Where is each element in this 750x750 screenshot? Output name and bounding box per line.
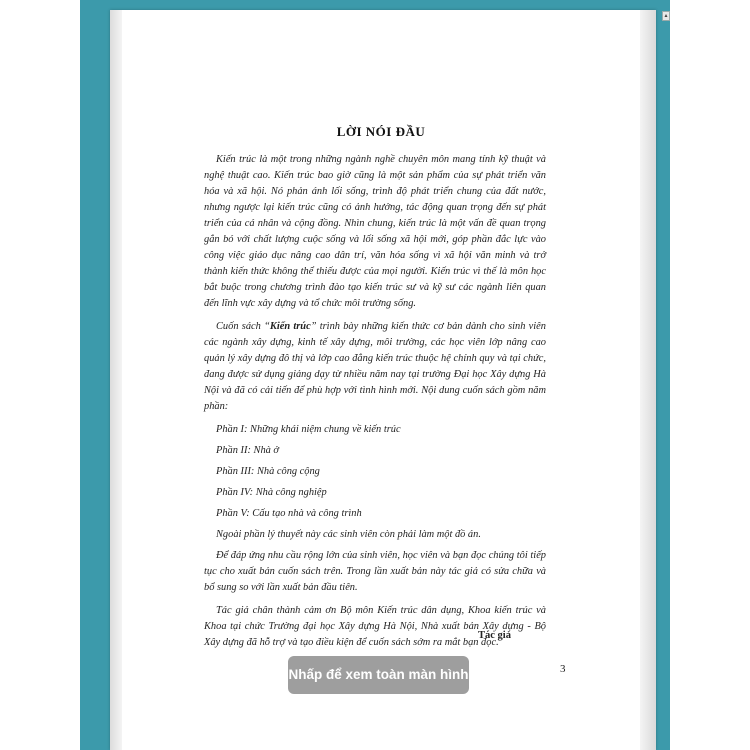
paragraph-extra: Ngoài phần lý thuyết này các sinh viên còn phải làm một đồ án. (216, 529, 481, 540)
book-name: Kiến trúc (269, 321, 311, 332)
book-desc-suffix: ” trình bày những kiến thức cơ bản dành cho sinh viên các ngành xây dựng, kinh tế xây dựng, môi trường, các học viên lớp nâng cao quản lý xây dựng đô thị và lớp cao đẳng kiến trúc thuộc hệ chính quy và tại chức, đang được sử dụng giảng dạy từ nhiều năm nay tại trường Đại học Xây dựng Hà Nội và đã có cải tiến để phù hợp với tình hình mới. Nội dung cuốn sách gồm năm phần: (204, 321, 546, 412)
part-item: Phần III: Nhà công cộng (216, 466, 320, 477)
page-number: 3 (560, 663, 566, 675)
fullscreen-button[interactable]: Nhấp để xem toàn màn hình (288, 656, 469, 694)
paragraph-book-description (204, 319, 546, 415)
part-item: Phần V: Cấu tạo nhà và công trình (216, 508, 362, 519)
paragraph-republish: Để đáp ứng nhu cầu rộng lớn của sinh viên, học viên và bạn đọc chúng tôi tiếp tục cho xuất bản cuốn sách trên. Trong lần xuất bản này tác giả có sửa chữa và bổ sung so với lần xuất bản đầu tiên. (204, 550, 546, 593)
page-title: LỜI NÓI ĐẦU (336, 124, 426, 139)
part-item: Phần I: Những khái niệm chung về kiến trúc (216, 424, 401, 435)
page-body (204, 152, 546, 658)
part-item: Phần II: Nhà ở (216, 445, 279, 456)
part-item: Phần IV: Nhà công nghiệp (216, 487, 327, 498)
scroll-up-arrow-icon[interactable]: ▴ (662, 11, 670, 21)
page-edge-right (640, 10, 656, 750)
book-desc-prefix: Cuốn sách “ (216, 321, 270, 332)
paragraph-intro: Kiến trúc là một trong những ngành nghề chuyên môn mang tính kỹ thuật và nghệ thuật cao. Kiến trúc bao giờ cũng là một sản phẩm của sự phát triển văn hóa và xã hội. Nó phản ánh lối sống, trình độ phát triển chung của đất nước, nhưng ngược lại kiến trúc cũng có ảnh hưởng, tác động quan trọng đến sự phát triển của cá nhân và cộng đồng. Nhìn chung, kiến trúc là một vấn đề quan trọng gắn bó với chất lượng cuộc sống và lối sống xã hội mới, góp phần đắc lực vào công việc giáo dục nâng cao dân trí, văn hóa sống vì xã hội văn minh và trở thành kiến thức không thể thiếu được của mọi người. Kiến trúc vì thế là môn học bắt buộc trong chương trình đào tạo kiến trúc sư và kỹ sư các ngành liên quan đến lĩnh vực xây dựng và tổ chức môi trường sống. (204, 154, 546, 309)
paragraph-thanks: Tác giả chân thành cảm ơn Bộ môn Kiến trúc dân dụng, Khoa kiến trúc và Khoa tại chức Trường đại học Xây dựng Hà Nội, Nhà xuất bản Xây dựng - Bộ Xây dựng đã hỗ trợ và tạo điều kiện để cuốn sách sớm ra mắt bạn đọc. (204, 605, 546, 648)
page-edge-left (110, 10, 122, 750)
author-signature: Tác giả (478, 630, 511, 641)
